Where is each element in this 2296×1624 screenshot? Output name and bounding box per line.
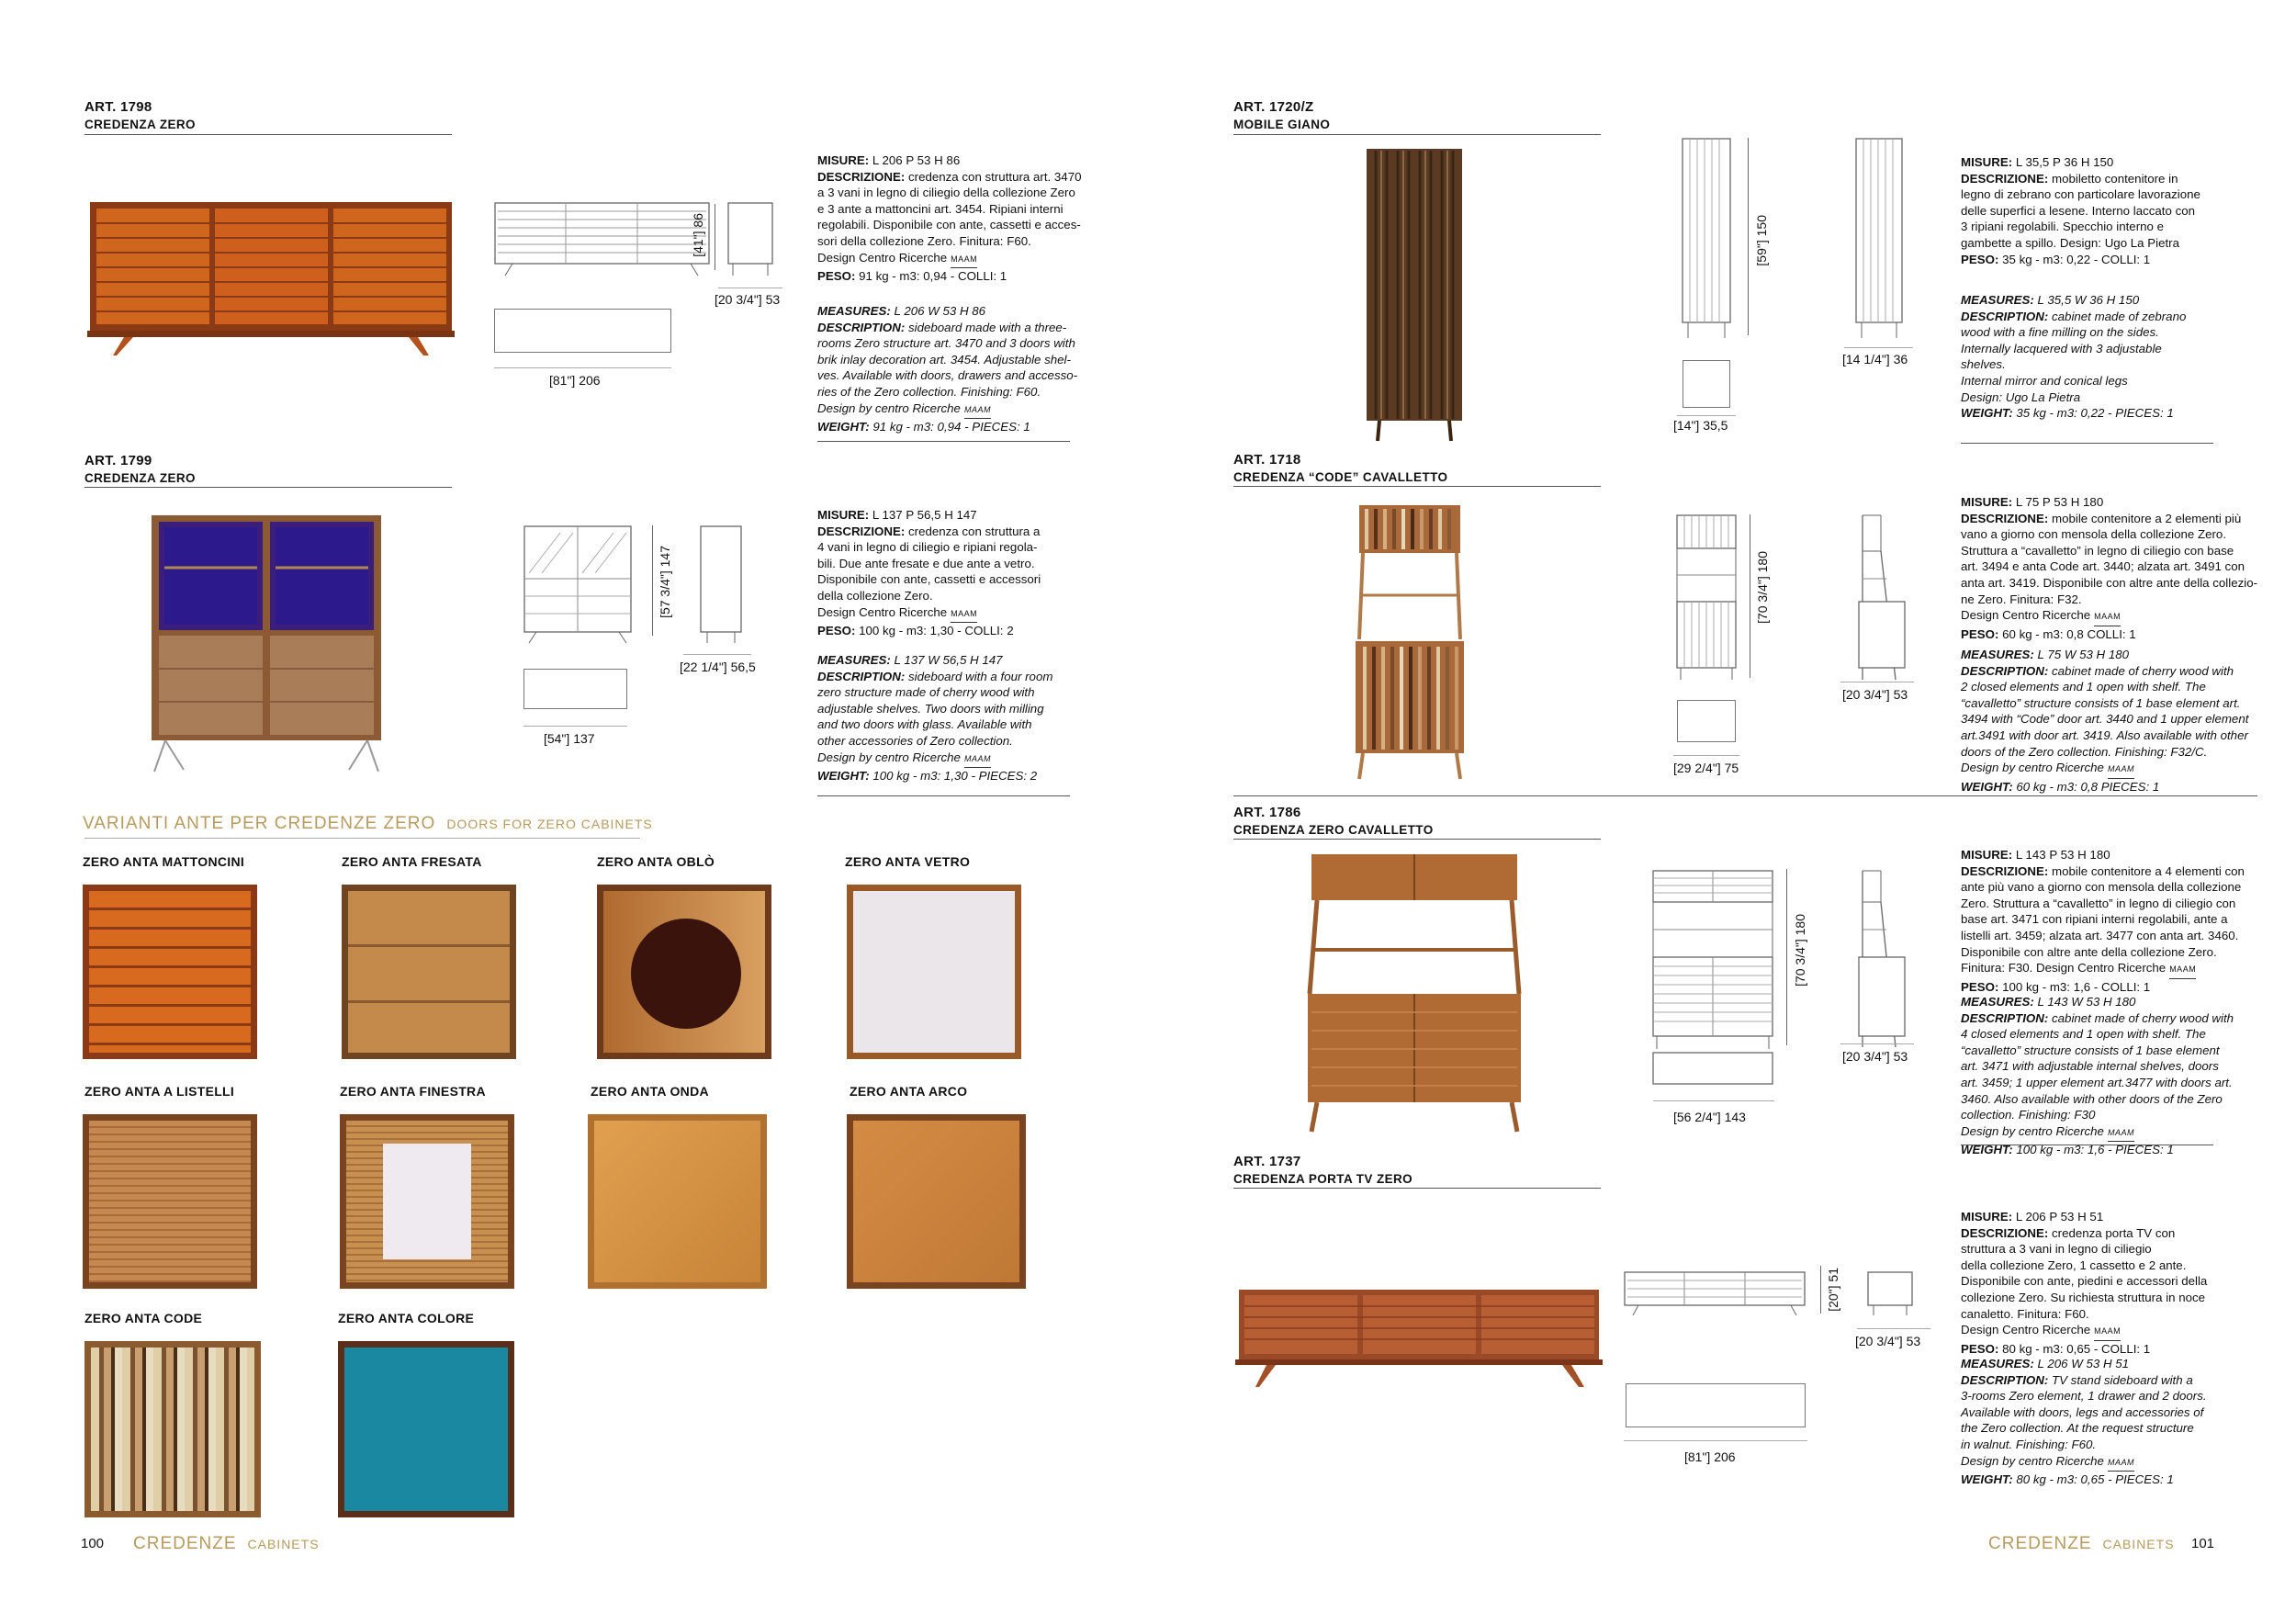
dim-line	[652, 525, 653, 636]
door-title-colore: ZERO ANTA COLORE	[338, 1311, 475, 1325]
art-1720-description-en: MEASURES: L 35,5 W 36 H 150 DESCRIPTION: cabinet made of zebrano wood with a fine milling on the sides. Internally lacquered with 3 adjustable shelves. Internal mirror and conical legs Design: Ugo La Pietra WEIGHT: 35 kg - m3: 0,22 - PIECES: 1	[1961, 293, 2187, 421]
divider	[1233, 486, 1601, 487]
dim-line	[1677, 415, 1736, 416]
art-1798-name: CREDENZA ZERO	[84, 118, 196, 131]
footer-section-left: CREDENZE CABINETS	[133, 1534, 320, 1553]
divider	[817, 441, 1070, 442]
dim-height-1799: [57 3/4"] 147	[658, 546, 672, 618]
door-title-vetro: ZERO ANTA VETRO	[845, 854, 971, 869]
credenza-1786-side-drawing	[1850, 869, 1910, 1049]
door-title-mattoncini: ZERO ANTA MATTONCINI	[83, 854, 245, 869]
maam-logo: MAAM	[2169, 962, 2196, 979]
art-1799-name: CREDENZA ZERO	[84, 471, 196, 485]
dim-depth-1737: [20 3/4"] 53	[1855, 1334, 1921, 1348]
dim-depth-1786: [20 3/4"] 53	[1842, 1049, 1908, 1064]
door-title-oblo: ZERO ANTA OBLÒ	[597, 854, 715, 869]
dim-line	[1624, 1440, 1807, 1441]
credenza-1718-top-drawing	[1677, 700, 1736, 742]
footer-section-right: CREDENZE CABINETS	[1988, 1534, 2175, 1553]
swatch-fresata	[342, 885, 516, 1059]
finestra-glass	[383, 1144, 471, 1259]
maam-logo: MAAM	[2108, 1125, 2134, 1143]
art-1786-name: CREDENZA ZERO CAVALLETTO	[1233, 823, 1434, 837]
mobile-giano-top-drawing	[1683, 360, 1730, 408]
door-title-code: ZERO ANTA CODE	[84, 1311, 203, 1325]
art-1786-code: ART. 1786	[1233, 805, 1301, 820]
maam-logo: MAAM	[2108, 1455, 2134, 1472]
dim-line	[523, 726, 627, 727]
dim-line	[1748, 138, 1749, 335]
dim-line	[1786, 869, 1787, 1045]
credenza-1798-side-drawing	[727, 202, 773, 277]
swatch-mattoncini	[83, 885, 257, 1059]
mobile-giano-front-drawing	[1677, 138, 1736, 340]
art-1737-name: CREDENZA PORTA TV ZERO	[1233, 1172, 1413, 1186]
art-1720-name: MOBILE GIANO	[1233, 118, 1331, 131]
maam-logo: MAAM	[964, 751, 991, 769]
swatch-colore	[338, 1341, 514, 1517]
maam-logo: MAAM	[2108, 761, 2134, 779]
swatch-onda	[588, 1114, 767, 1289]
dim-width-1798: [81"] 206	[549, 373, 601, 388]
section-title-en: DOORS FOR ZERO CABINETS	[446, 817, 653, 831]
art-1718-description-en: MEASURES: L 75 W 53 H 180 DESCRIPTION: cabinet made of cherry wood with 2 closed elements and 1 open with shelf. The “cavalletto” structure consists of 1 base element art. 3494 with “Code” door art. 3440 and 1 upper element art.3491 with door art. 3419. Also available with other doors of the Zero collection. Finishing: F32/C. Design by centro Ricerche MAAM WEIGHT: 60 kg - m3: 0,8 PIECES: 1	[1961, 648, 2249, 794]
oblo-circle	[631, 919, 741, 1029]
divider	[84, 838, 640, 839]
mobile-giano-side-drawing	[1851, 138, 1908, 340]
divider	[84, 487, 452, 488]
swatch-listelli	[83, 1114, 257, 1289]
credenza-1718-side-drawing	[1850, 514, 1910, 682]
credenza-1718-photo	[1350, 503, 1469, 781]
divider	[1233, 839, 1601, 840]
credenza-1799-top-drawing	[523, 669, 627, 709]
page-number-left: 100	[81, 1536, 105, 1551]
dim-width-1799: [54"] 137	[544, 731, 595, 746]
credenza-1737-photo	[1235, 1286, 1603, 1392]
door-title-listelli: ZERO ANTA A LISTELLI	[84, 1084, 235, 1099]
divider	[1233, 134, 1601, 135]
divider	[1233, 795, 2257, 796]
credenza-1737-top-drawing	[1626, 1383, 1806, 1427]
credenza-1798-top-drawing	[494, 309, 671, 353]
credenza-1737-side-drawing	[1864, 1271, 1916, 1317]
art-1720-description-it: MISURE: L 35,5 P 36 H 150 DESCRIZIONE: mobiletto contenitore in legno di zebrano con particolare lavorazione delle superfici a lesene. Interno laccato con 3 ripiani regolabili. Specchio interno e gambette a spillo. Design: Ugo La Pietra PESO: 35 kg - m3: 0,22 - COLLI: 1	[1961, 155, 2200, 266]
art-1799-description-it: MISURE: L 137 P 56,5 H 147 DESCRIZIONE: credenza con struttura a 4 vani in legno di ciliegio e ripiani regola- bili. Due ante fresate e due ante a vetro. Disponibile con ante, cassetti e accessori della collezione Zero. Design Centro Ricerche MAAM PESO: 100 kg - m3: 1,30 - COLLI: 2	[817, 508, 1041, 638]
maam-logo: MAAM	[964, 402, 991, 420]
door-title-finestra: ZERO ANTA FINESTRA	[340, 1084, 486, 1099]
door-title-onda: ZERO ANTA ONDA	[591, 1084, 709, 1099]
dim-depth-1720: [14 1/4"] 36	[1842, 352, 1908, 367]
credenza-1799-photo	[147, 513, 386, 774]
maam-logo: MAAM	[951, 606, 977, 624]
dim-line	[494, 367, 671, 368]
section-title	[83, 814, 653, 834]
art-1798-description-it: MISURE: L 206 P 53 H 86 DESCRIZIONE: credenza con struttura art. 3470 a 3 vani in legno di ciliegio della collezione Zero e 3 ante a mattoncini art. 3454. Ripiani interni regolabili. Disponibile con ante, cassetti e acces- sori della collezione Zero. Finitura: F60. Design Centro Ricerche MAAM PESO: 91 kg - m3: 0,94 - COLLI: 1	[817, 153, 1082, 284]
art-1718-description-it: MISURE: L 75 P 53 H 180 DESCRIZIONE: mobile contenitore a 2 elementi più vano a giorno con mensola della collezione Zero. Struttura a “cavalletto” in legno di ciliegio con base art. 3494 e anta Code art. 3440; alzata art. 3491 con anta art. 3419. Disponibile con altre ante della collezio- ne Zero. Finitura: F32. Design Centro Ricerche MAAM PESO: 60 kg - m3: 0,8 COLLI: 1	[1961, 495, 2258, 641]
art-1737-code: ART. 1737	[1233, 1154, 1301, 1169]
art-1799-description-en: MEASURES: L 137 W 56,5 H 147 DESCRIPTION: sideboard with a four room zero structure made of cherry wood with adjustable shelves. Two doors with milling and two doors with glass. Available with other accessories of Zero collection. Design by centro Ricerche MAAM WEIGHT: 100 kg - m3: 1,30 - PIECES: 2	[817, 653, 1053, 784]
dim-line	[1673, 755, 1739, 756]
dim-width-1737: [81"] 206	[1684, 1449, 1736, 1464]
maam-logo: MAAM	[2094, 1324, 2121, 1341]
dim-line	[1844, 347, 1913, 348]
swatch-finestra	[340, 1114, 514, 1289]
credenza-1799-front-drawing	[523, 525, 634, 645]
art-1798-description-en: MEASURES: L 206 W 53 H 86 DESCRIPTION: sideboard made with a three- rooms Zero structure art. 3470 and 3 doors with brik inlay decoration art. 3454. Adjustable shel- ves. Available with doors, drawers and accesso- ries of the Zero collection. Finishing: F60. Design by centro Ricerche MAAM WEIGHT: 91 kg - m3: 0,94 - PIECES: 1	[817, 304, 1078, 434]
divider	[1233, 1188, 1601, 1189]
door-title-fresata: ZERO ANTA FRESATA	[342, 854, 482, 869]
swatch-code	[84, 1341, 261, 1517]
art-1718-name: CREDENZA “CODE” CAVALLETTO	[1233, 470, 1448, 484]
dim-line	[1857, 1328, 1930, 1329]
swatch-oblo	[597, 885, 771, 1059]
maam-logo: MAAM	[951, 252, 977, 269]
divider	[1961, 443, 2213, 444]
page-number-right: 101	[2191, 1536, 2215, 1551]
dim-height-1786: [70 3/4"] 180	[1793, 914, 1807, 987]
credenza-1737-front-drawing	[1624, 1271, 1807, 1317]
dim-height-1720: [59"] 150	[1754, 215, 1769, 266]
mobile-giano-photo	[1359, 147, 1469, 443]
art-1786-description-it: MISURE: L 143 P 53 H 180 DESCRIZIONE: mobile contenitore a 4 elementi con ante più vano a giorno con mensola della collezione Zero. Struttura a “cavalletto” in legno di ciliegio con base art. 3471 con ripiani interni regolabili, ante a listelli art. 3459; alzata art. 3477 con anta art. 3460. Disponibile con altre ante della collezione Zero. Finitura: F30. Design Centro Ricerche MAAM PESO: 100 kg - m3: 1,6 - COLLI: 1	[1961, 848, 2245, 994]
dim-line	[1820, 1266, 1821, 1314]
section-title-it: VARIANTI ANTE PER CREDENZE ZERO	[83, 814, 436, 833]
dim-depth-1718: [20 3/4"] 53	[1842, 687, 1908, 702]
art-1737-description-it: MISURE: L 206 P 53 H 51 DESCRIZIONE: credenza porta TV con struttura a 3 vani in legno di ciliegio della collezione Zero, 1 cassetto e 2 ante. Disponibile con ante, piedini e accessori della collezione Zero. Su richiesta struttura in noce canaletto. Finitura: F60. Design Centro Ricerche MAAM PESO: 80 kg - m3: 0,65 - COLLI: 1	[1961, 1210, 2208, 1356]
swatch-vetro	[847, 885, 1021, 1059]
divider	[817, 795, 1070, 796]
credenza-1798-front-drawing	[494, 202, 710, 277]
swatch-arco	[847, 1114, 1026, 1289]
art-1786-description-en: MEASURES: L 143 W 53 H 180 DESCRIPTION: cabinet made of cherry wood with 4 closed elements and 1 open with shelf. The “cavalletto” structure consists of 1 base element art. 3471 with adjustable internal shelves, doors art. 3459; 1 upper element art.3477 with doors art. 3460. Also available with other doors of the Zero collection. Finishing: F30 Design by centro Ricerche MAAM WEIGHT: 100 kg - m3: 1,6 - PIECES: 1	[1961, 995, 2234, 1157]
dim-line	[1653, 1100, 1774, 1101]
credenza-1786-front-drawing	[1651, 869, 1775, 1089]
art-1737-description-en: MEASURES: L 206 W 53 H 51 DESCRIPTION: TV stand sideboard with a 3-rooms Zero element, 1 drawer and 2 doors. Available with doors, legs and accessories of the Zero collection. At the request structure in walnut. Finishing: F60. Design by centro Ricerche MAAM WEIGHT: 80 kg - m3: 0,65 - PIECES: 1	[1961, 1357, 2207, 1487]
dim-height-1737: [20"] 51	[1826, 1268, 1840, 1312]
credenza-1798-photo	[87, 197, 455, 358]
dim-width-1786: [56 2/4"] 143	[1673, 1110, 1746, 1124]
credenza-1799-side-drawing	[700, 525, 742, 645]
divider	[84, 134, 452, 135]
art-1720-code: ART. 1720/Z	[1233, 99, 1314, 115]
dim-depth-1799: [22 1/4"] 56,5	[680, 660, 756, 674]
dim-line	[1840, 1043, 1914, 1044]
art-1798-code: ART. 1798	[84, 99, 152, 115]
dim-width-1718: [29 2/4"] 75	[1673, 761, 1739, 775]
credenza-1786-photo	[1304, 851, 1525, 1135]
art-1718-code: ART. 1718	[1233, 452, 1301, 468]
dim-height-1718: [70 3/4"] 180	[1755, 551, 1770, 624]
art-1799-code: ART. 1799	[84, 453, 152, 468]
dim-line	[683, 654, 751, 655]
dim-width-1720: [14"] 35,5	[1673, 418, 1728, 433]
maam-logo: MAAM	[2094, 609, 2121, 626]
dim-height-1798: [41"] 86	[691, 213, 705, 257]
dim-depth-1798: [20 3/4"] 53	[715, 292, 781, 307]
door-title-arco: ZERO ANTA ARCO	[850, 1084, 968, 1099]
credenza-1718-front-drawing	[1673, 514, 1739, 682]
